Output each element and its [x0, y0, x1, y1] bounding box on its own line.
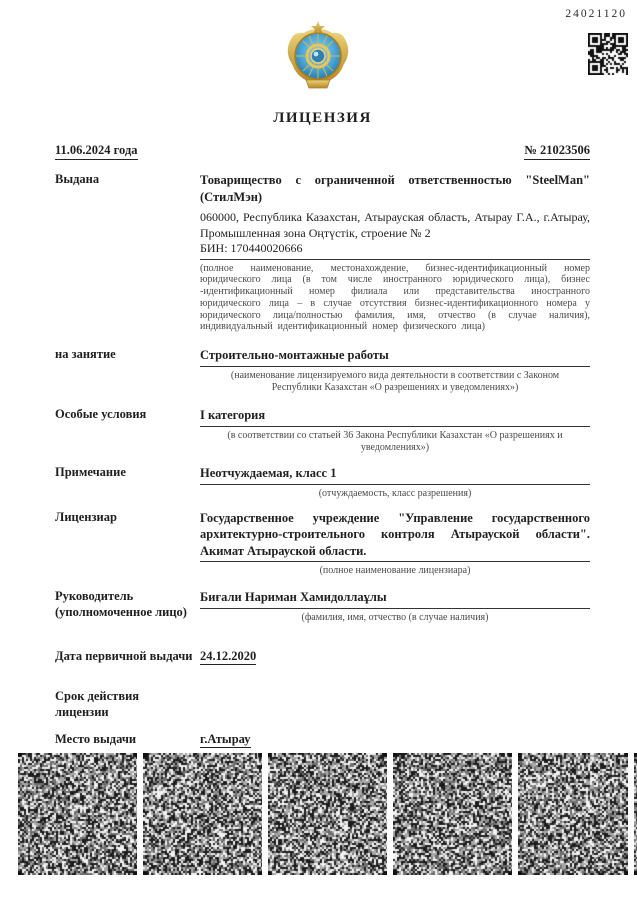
field-issue-place [55, 732, 590, 748]
field-licensor [55, 510, 590, 577]
field-remark [55, 465, 590, 499]
field-label: Особые условия [55, 407, 147, 422]
field-label: Примечание [55, 465, 126, 480]
field-label: Дата первичной выдачи [55, 649, 193, 664]
head-name: Биғали Нариман Хамидоллаұлы [200, 589, 590, 609]
licensor-value: Государственное учреждение "Управление государственного архитектурно-строительного контроля Атырауской области". Акимат Атырауской области. [200, 510, 590, 563]
noise-stamp-block [143, 753, 262, 875]
field-label: Место выдачи [55, 732, 137, 747]
field-activity [55, 347, 590, 393]
noise-stamp-block [268, 753, 387, 875]
field-footnote: (полное наименование лицензиара) [319, 565, 471, 577]
field-footnote: (отчуждаемость, класс разрешения) [318, 487, 472, 499]
divider [200, 259, 590, 260]
field-head [55, 589, 590, 623]
field-issued [55, 172, 590, 333]
digital-stamp-row [18, 753, 637, 875]
field-first-issue-date [55, 649, 590, 665]
noise-stamp-block [393, 753, 512, 875]
issue-date: 11.06.2024 года [55, 143, 138, 160]
kazakhstan-emblem-icon [283, 20, 353, 92]
field-footnote: (в соответствии со статьей 36 Закона Республики Казахстан «О разрешениях и уведомлениях») [227, 429, 563, 453]
document-code: 24021120 [565, 8, 627, 20]
organization-name: Товарищество с ограниченной ответственностью "SteelMan" (СтилМэн) [200, 173, 590, 204]
page-title: ЛИЦЕНЗИЯ [273, 110, 372, 126]
activity-value: Строительно-монтажные работы [200, 347, 590, 367]
field-label: Срок действия лицензии [55, 689, 140, 719]
field-label: Руководитель (уполномоченное лицо) [55, 589, 187, 619]
field-label: Выдана [55, 172, 100, 186]
field-footnote: (фамилия, имя, отчество (в случае наличия) [301, 611, 489, 623]
field-footnote: (наименование лицензируемого вида деятельности в соответствии с Законом Республики Казахстан «О разрешениях и уведомлениях») [230, 369, 560, 393]
field-label: на занятие [55, 347, 116, 362]
field-special-conditions [55, 407, 590, 453]
date-number-row [55, 143, 590, 160]
noise-stamp-block [18, 753, 137, 875]
license-number: № 21023506 [524, 143, 590, 160]
organization-bin: БИН: 170440020666 [200, 241, 303, 255]
document-body [0, 110, 637, 748]
organization-address: 060000, Республика Казахстан, Атырауская область, Атырау Г.А., г.Атырау, Промышленная зона Оңтүстік, строение № 2 [200, 210, 590, 240]
first-issue-date-value: 24.12.2020 [200, 649, 257, 664]
qr-code-icon [588, 33, 628, 75]
remark-value: Неотчуждаемая, класс 1 [200, 465, 590, 485]
field-label: Лицензиар [55, 509, 117, 524]
field-validity [55, 689, 590, 720]
field-footnote: (полное наименование, местонахождение, бизнес-идентификационный номер юридического лица (в том числе иностранного юридического лица), бизнес -идентификационный номер филиала или представительства иностранного юридического лица – в случае отсутствия бизнес-идентификационного номера у юридического лица/полностью фамилия, имя, отчество (в случае наличия), индивидуальный идентификационный номер физического лица) [200, 262, 590, 333]
special-conditions-value: I категория [200, 407, 590, 427]
noise-stamp-block [518, 753, 628, 875]
issue-place-value: г.Атырау [200, 732, 251, 747]
